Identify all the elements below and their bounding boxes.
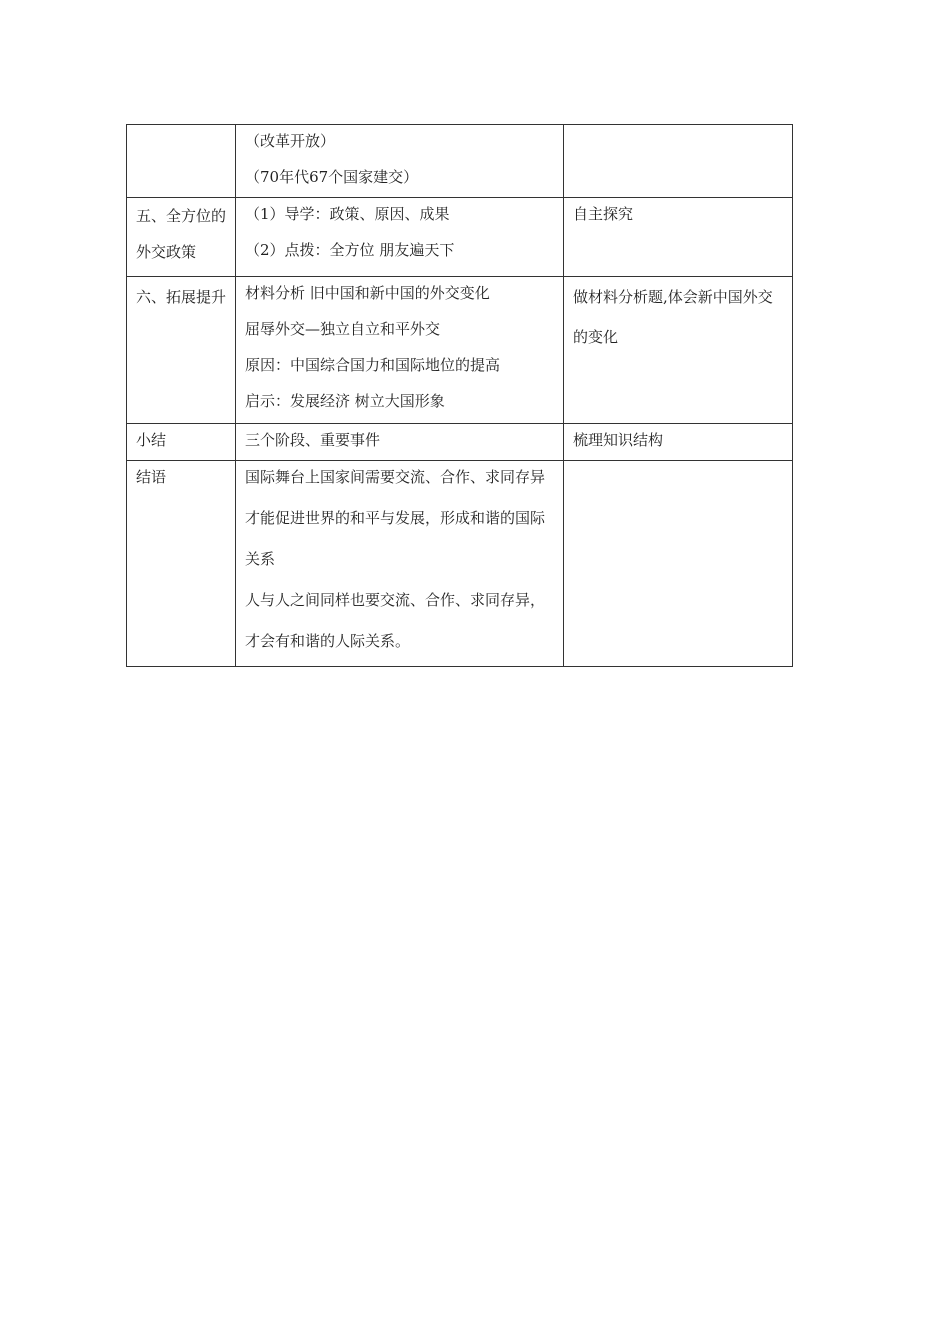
content-cell [236, 125, 564, 198]
activity-cell [564, 461, 793, 667]
stage-cell [127, 424, 236, 461]
stage-cell [127, 198, 236, 277]
content-paragraph: 人与人之间同样也要交流、合作、求同存异，才会有和谐的人际关系。 [245, 591, 546, 650]
table-row [127, 198, 793, 277]
activity-cell [564, 277, 793, 424]
stage-cell [127, 461, 236, 667]
table-row [127, 424, 793, 461]
content-paragraph: 国际舞台上国家间需要交流、合作、求同存异才能促进世界的和平与发展，形成和谐的国际关系 [245, 468, 546, 568]
content-line: （70年代67个国家建交） [245, 168, 419, 186]
stage-cell [127, 277, 236, 424]
activity-cell [564, 198, 793, 277]
content-cell [236, 198, 564, 277]
content-line: 原因：中国综合国力和国际地位的提高 [245, 356, 501, 374]
activity-text: 梳理知识结构 [573, 431, 664, 449]
lesson-plan-table [126, 124, 793, 667]
content-line: （2）点拨：全方位 朋友遍天下 [245, 241, 455, 259]
table-row [127, 461, 793, 667]
content-line: （1）导学：政策、原因、成果 [245, 205, 450, 223]
content-line: 屈辱外交—独立自立和平外交 [245, 320, 441, 338]
stage-text: 五、全方位的外交政策 [136, 207, 227, 261]
stage-text: 小结 [136, 431, 167, 449]
table-row [127, 125, 793, 198]
content-cell [236, 461, 564, 667]
content-cell [236, 277, 564, 424]
stage-cell [127, 125, 236, 198]
activity-cell [564, 125, 793, 198]
stage-text: 六、拓展提升 [136, 288, 227, 306]
table-row [127, 277, 793, 424]
activity-cell [564, 424, 793, 461]
content-line: （改革开放） [245, 132, 336, 150]
content-line: 三个阶段、重要事件 [245, 431, 381, 449]
content-cell [236, 424, 564, 461]
stage-text: 结语 [136, 468, 167, 486]
content-line: 材料分析 旧中国和新中国的外交变化 [245, 284, 490, 302]
content-line: 启示：发展经济 树立大国形象 [245, 392, 445, 410]
activity-text: 自主探究 [573, 205, 634, 223]
activity-text: 做材料分析题,体会新中国外交的变化 [573, 288, 773, 346]
